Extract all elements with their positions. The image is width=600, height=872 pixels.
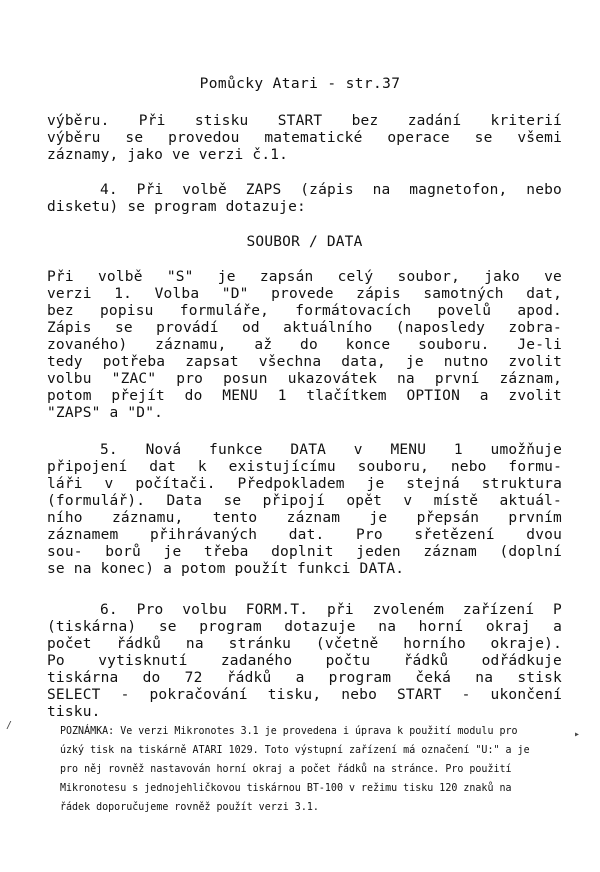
text-line: disketu) se program dotazuje:	[47, 199, 306, 215]
text-line: sou- borů je třeba doplnit jeden záznam (doplní	[47, 544, 562, 560]
note-line: pro něj rovněž nastavován horní okraj a počet řádků na stránce. Pro použití	[60, 763, 512, 776]
centered-heading: SOUBOR / DATA	[246, 234, 363, 250]
text-line: bez popisu formuláře, formátovacích povelů apod.	[47, 303, 562, 319]
text-line: výběru. Při stisku START bez zadání kriterií	[47, 113, 562, 129]
margin-mark: ▸	[574, 729, 581, 740]
text-line: tiskárna do 72 řádků a program čeká na stisk	[47, 670, 562, 686]
text-line: (tiskárna) se program dotazuje na horní okraj a	[47, 619, 562, 635]
note-line: Mikronotesu s jednojehličkovou tiskárnou BT-100 v režimu tisku 120 znaků na	[60, 782, 512, 795]
note-line: řádek doporučujeme rovněž použít verzi 3.1.	[60, 801, 319, 814]
note-line: úzký tisk na tiskárně ATARI 1029. Toto výstupní zařízení má označení "U:" a je	[60, 744, 530, 757]
text-line: záznamem přihrávaných dat. Pro sřetězení dvou	[47, 527, 562, 543]
text-line: 6. Pro volbu FORM.T. při zvoleném zařízení P	[100, 602, 562, 618]
text-line: ního záznamu, tento záznam je přepsán prvním	[47, 510, 562, 526]
text-line: verzi 1. Volba "D" provede zápis samotných dat,	[47, 286, 562, 302]
text-line: volbu "ZAC" pro posun ukazovátek na první záznam,	[47, 371, 562, 387]
text-line: se na konec) a potom použít funkci DATA.	[47, 561, 405, 577]
text-line: Při volbě "S" je zapsán celý soubor, jako ve	[47, 269, 562, 285]
text-line: potom přejít do MENU 1 tlačítkem OPTION a zvolit	[47, 388, 562, 404]
text-line: tisku.	[47, 704, 101, 720]
text-line: 5. Nová funkce DATA v MENU 1 umožňuje	[100, 442, 562, 458]
text-line: SELECT - pokračování tisku, nebo START - ukončení	[47, 687, 562, 703]
text-line: připojení dat k existujícímu souboru, nebo formu-	[47, 459, 562, 475]
text-line: Po vytisknutí zadaného počtu řádků odřádkuje	[47, 653, 562, 669]
text-line: (formulář). Data se připojí opět v místě aktuál-	[47, 493, 562, 509]
text-line: zovaného) záznamu, až do konce souboru. Je-li	[47, 337, 562, 353]
text-line: 4. Při volbě ZAPS (zápis na magnetofon, nebo	[100, 182, 562, 198]
text-line: láři v počítači. Předpokladem je stejná struktura	[47, 476, 562, 492]
text-line: výběru se provedou matematické operace se všemi	[47, 130, 562, 146]
text-line: tedy potřeba zapsat všechna data, je nutno zvolit	[47, 354, 562, 370]
text-line: "ZAPS" a "D".	[47, 405, 164, 421]
note-line: POZNÁMKA: Ve verzi Mikronotes 3.1 je provedena i úprava k použití modulu pro	[60, 725, 518, 738]
page-header: Pomůcky Atari - str.37	[199, 76, 401, 92]
text-line: počet řádků na stránku (včetně horního okraje).	[47, 636, 562, 652]
text-line: záznamy, jako ve verzi č.1.	[47, 147, 289, 163]
margin-mark: /	[6, 720, 13, 731]
text-line: Zápis se provádí od aktuálního (naposledy zobra-	[47, 320, 562, 336]
